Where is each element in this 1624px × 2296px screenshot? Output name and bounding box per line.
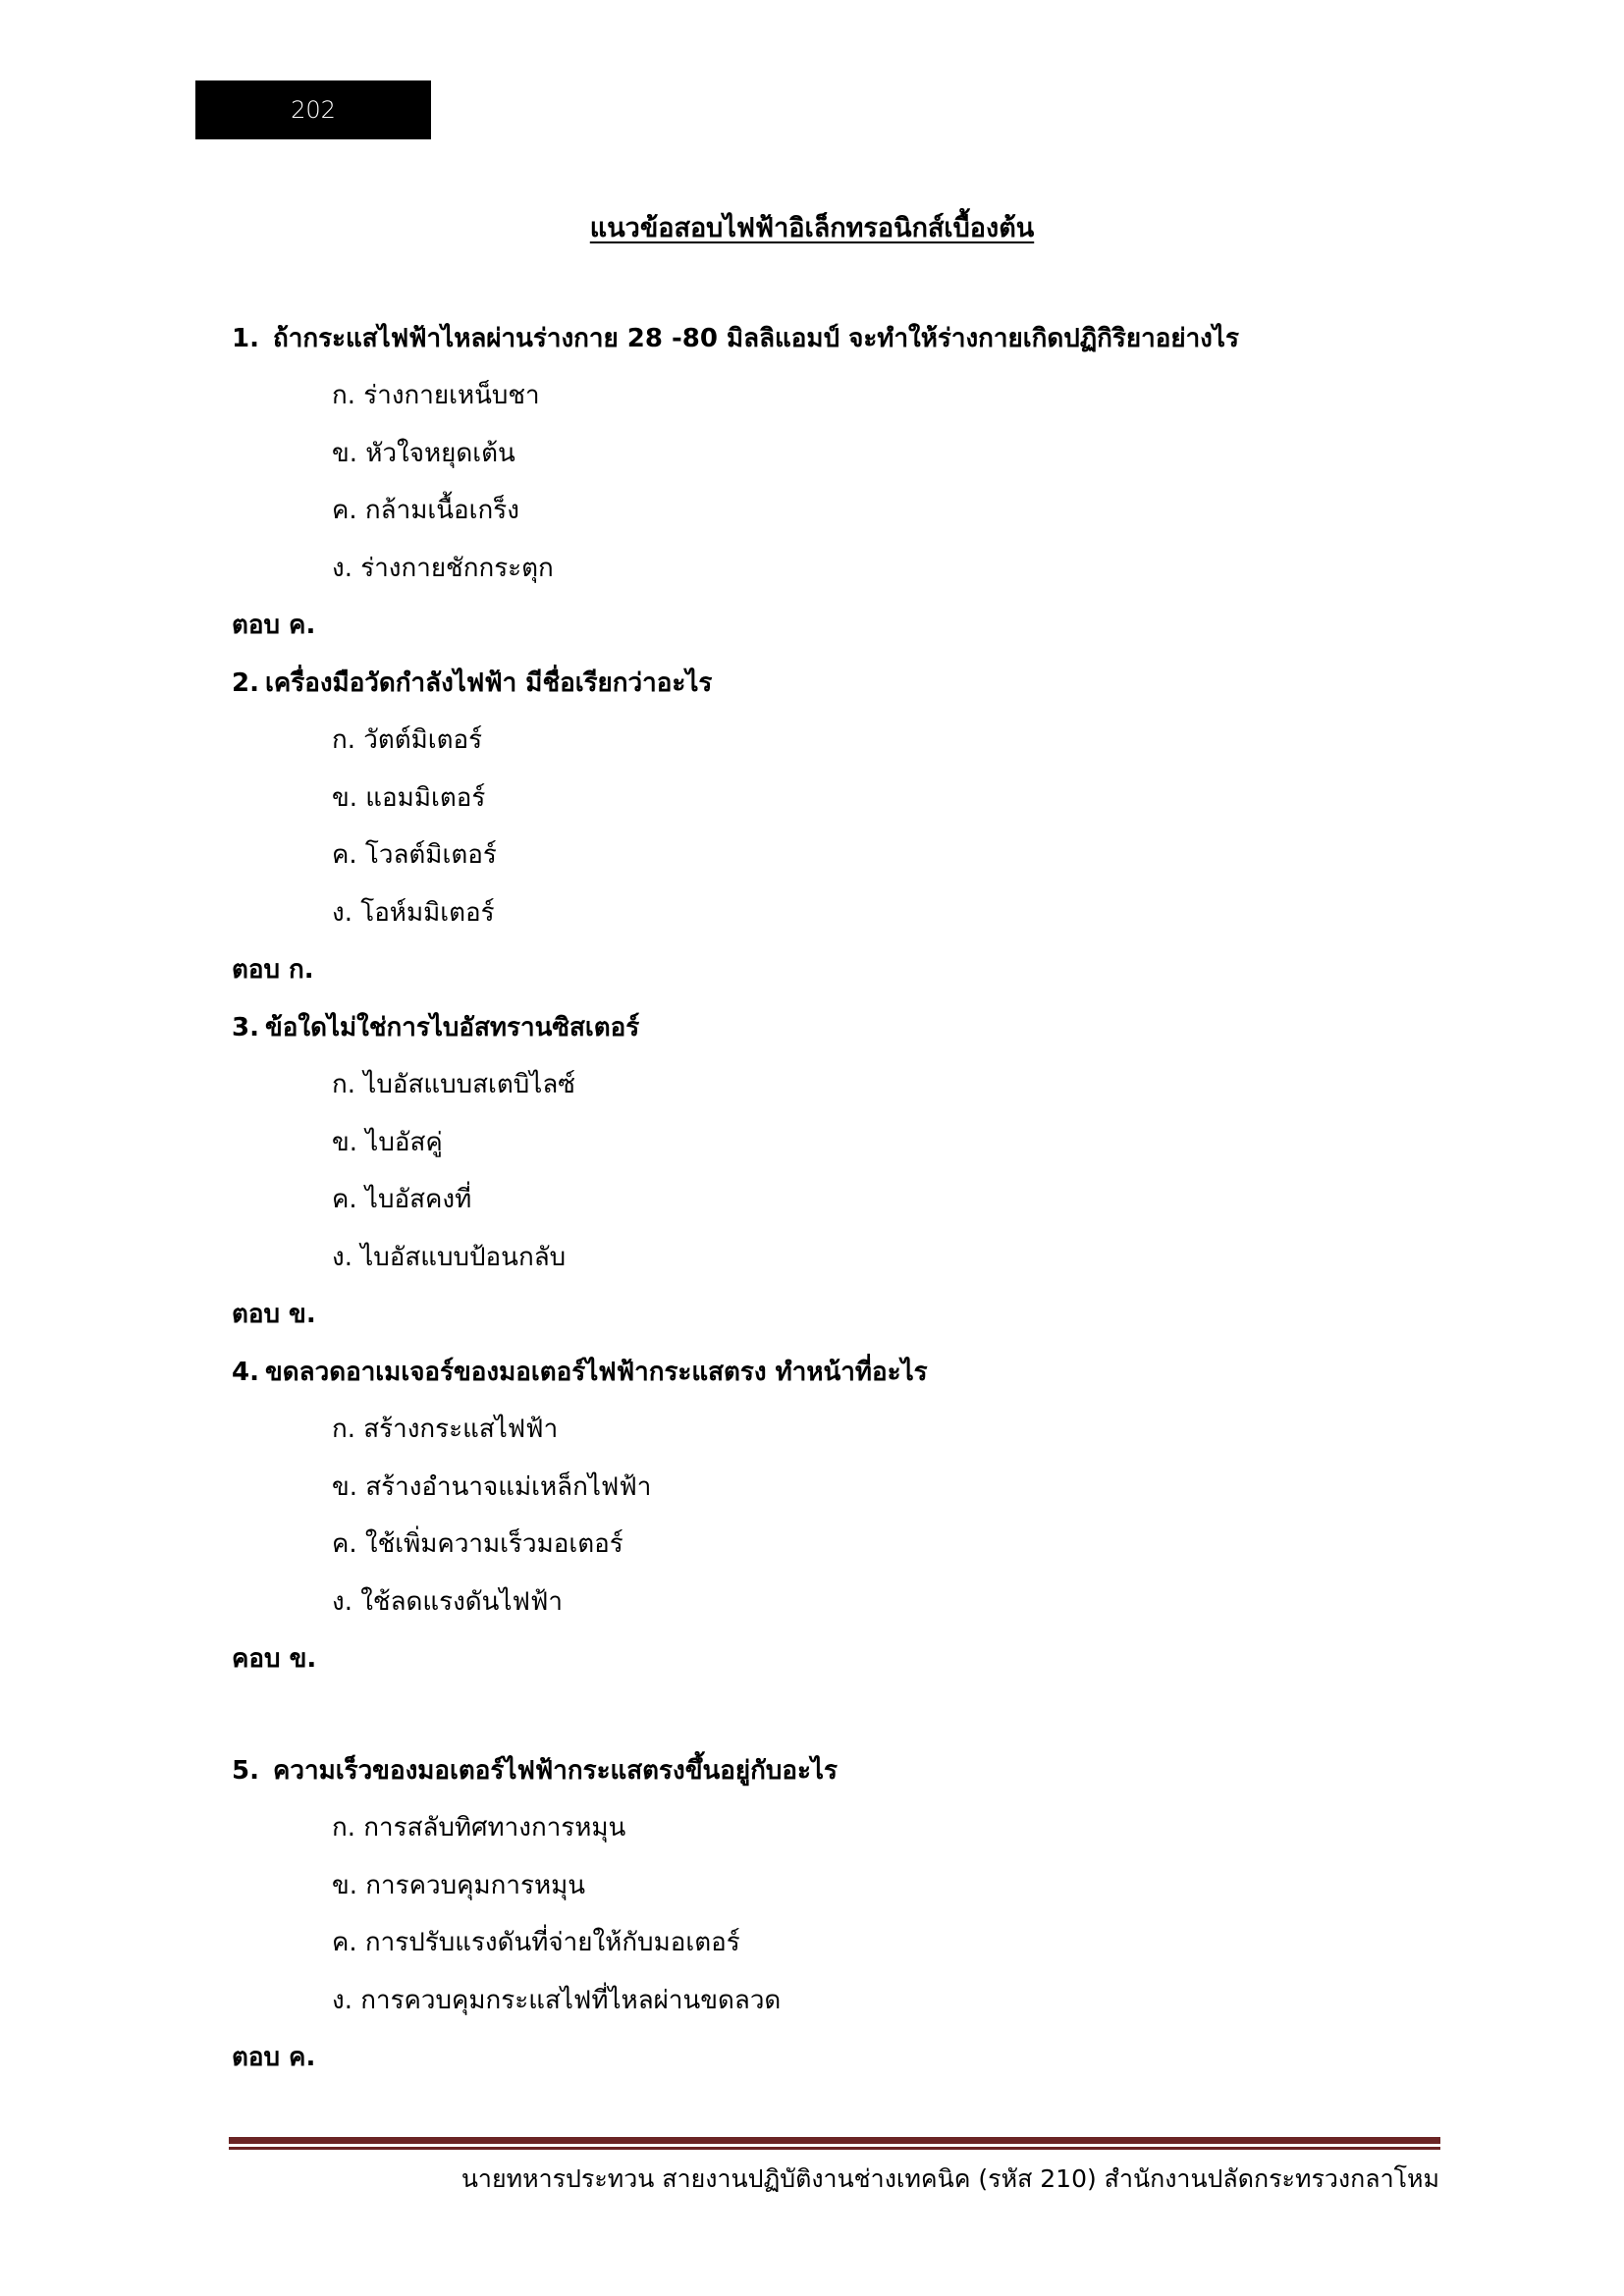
question-number: 3. — [232, 1013, 259, 1042]
page-footer: นายทหารประทวน สายงานปฏิบัติงานช่างเทคนิค (รหัส 210) สำนักงานปลัดกระทรวงกลาโหม — [460, 2164, 1439, 2193]
option: ก. สร้างกระแสไฟฟ้า — [332, 1415, 559, 1444]
option: ค. กล้ามเนื้อเกร็ง — [332, 496, 519, 525]
option: ก. วัตต์มิเตอร์ — [332, 725, 483, 755]
question-body: ความเร็วของมอเตอร์ไฟฟ้ากระแสตรงขึ้นอยู่กับอะไร — [273, 1756, 838, 1786]
option: ข. ไบอัสคู่ — [332, 1127, 443, 1157]
option: ง. การควบคุมกระแสไฟที่ไหลผ่านขดลวด — [332, 1985, 782, 2015]
option: ข. แอมมิเตอร์ — [332, 782, 486, 813]
footer-rule-thin — [229, 2147, 1440, 2150]
question-text — [232, 1344, 928, 1401]
question-text — [232, 1742, 838, 1799]
option: ก. การสลับทิศทางการหมุน — [332, 1813, 626, 1842]
question-body: ข้อใดไม่ใช่การไบอัสทรานซิสเตอร์ — [265, 1013, 640, 1042]
page-number: 202 — [291, 96, 336, 124]
answer: ตอบ ข. — [232, 1300, 316, 1329]
question-body: ขดลวดอาเมเจอร์ของมอเตอร์ไฟฟ้ากระแสตรง ทำหน้าที่อะไร — [265, 1358, 928, 1387]
option: ค. การปรับแรงดันที่จ่ายให้กับมอเตอร์ — [332, 1928, 740, 1957]
option: ข. การควบคุมการหมุน — [332, 1870, 585, 1900]
answer: ตอบ ก. — [232, 955, 314, 985]
footer-rule-thick — [229, 2137, 1440, 2144]
question-number: 5. — [232, 1756, 259, 1786]
option: ง. ไบอัสแบบป้อนกลับ — [332, 1242, 567, 1272]
option: ง. โอห์มมิเตอร์ — [332, 897, 495, 928]
option: ค. โวลต์มิเตอร์ — [332, 840, 497, 870]
question-5 — [232, 1742, 838, 2086]
option: ข. สร้างอำนาจแม่เหล็กไฟฟ้า — [332, 1471, 652, 1502]
option: ก. ร่างกายเหน็บชา — [332, 381, 540, 410]
option: ง. ใช้ลดแรงดันไฟฟ้า — [332, 1586, 563, 1617]
answer: ตอบ ค. — [232, 2043, 316, 2072]
option: ค. ใช้เพิ่มความเร็วมอเตอร์ — [332, 1529, 623, 1559]
question-body: ถ้ากระแสไฟฟ้าไหลผ่านร่างกาย 28 -80 มิลลิแอมป์ จะทำให้ร่างกายเกิดปฏิกิริยาอย่างไร — [273, 324, 1239, 353]
question-4 — [232, 1344, 928, 1687]
page-title: แนวข้อสอบไฟฟ้าอิเล็กทรอนิกส์เบื้องต้น — [589, 213, 1035, 243]
answer: คอบ ข. — [232, 1644, 317, 1674]
question-text — [232, 655, 712, 712]
option: ง. ร่างกายชักกระตุก — [332, 553, 554, 583]
question-number: 1. — [232, 324, 259, 353]
question-number: 2. — [232, 668, 259, 698]
option: ค. ไบอัสคงที่ — [332, 1185, 472, 1214]
question-3 — [232, 999, 639, 1343]
answer: ตอบ ค. — [232, 611, 316, 640]
question-text — [232, 310, 1239, 367]
page-number-badge — [195, 80, 431, 139]
question-number: 4. — [232, 1358, 259, 1387]
question-1 — [232, 310, 1239, 654]
question-2 — [232, 655, 712, 998]
option: ก. ไบอัสแบบสเตบิไลซ์ — [332, 1070, 575, 1099]
option: ข. หัวใจหยุดเต้น — [332, 438, 515, 468]
question-body: เครื่องมือวัดกำลังไฟฟ้า มีชื่อเรียกว่าอะไร — [265, 668, 713, 698]
question-text — [232, 999, 639, 1056]
